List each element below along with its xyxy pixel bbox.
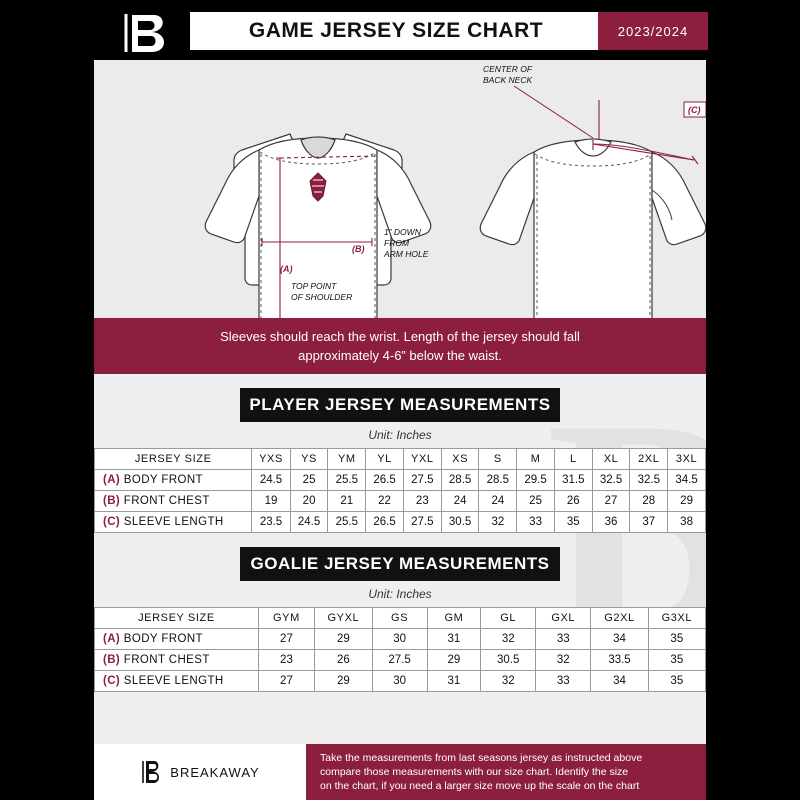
player-size-6: S bbox=[479, 449, 517, 470]
table-row bbox=[95, 629, 706, 650]
cell: 27 bbox=[258, 671, 314, 692]
player-size-7: M bbox=[517, 449, 555, 470]
cell: 30 bbox=[372, 671, 427, 692]
player-size-4: YXL bbox=[403, 449, 441, 470]
cell: 31.5 bbox=[554, 470, 592, 491]
player-size-10: 2XL bbox=[630, 449, 668, 470]
cell: 21 bbox=[328, 491, 366, 512]
cell: 25 bbox=[290, 470, 328, 491]
svg-text:(C): (C) bbox=[688, 105, 701, 115]
svg-text:(B): (B) bbox=[352, 244, 365, 254]
player-row-2-tag: (C) bbox=[103, 516, 121, 528]
cell: 35 bbox=[648, 671, 705, 692]
goalie-size-5: GXL bbox=[536, 608, 591, 629]
svg-text:OF SHOULDER: OF SHOULDER bbox=[291, 292, 353, 302]
svg-text:TOP POINT: TOP POINT bbox=[291, 281, 337, 291]
cell: 32 bbox=[479, 512, 517, 533]
cell: 26 bbox=[554, 491, 592, 512]
jersey-illustration bbox=[94, 60, 706, 318]
fit-note bbox=[94, 318, 706, 374]
footer-line-1: Take the measurements from last seasons jersey as instructed above bbox=[320, 752, 643, 764]
footer-line-2: compare those measurements with our size chart. Identify the size bbox=[320, 766, 629, 778]
cell: 30 bbox=[372, 629, 427, 650]
cell: 31 bbox=[427, 629, 481, 650]
cell: 33 bbox=[536, 671, 591, 692]
breakaway-b-logo-icon bbox=[118, 10, 178, 56]
cell: 25.5 bbox=[328, 470, 366, 491]
player-size-11: 3XL bbox=[668, 449, 706, 470]
goalie-row-2-tag: (C) bbox=[103, 675, 121, 687]
goalie-row-0-name: BODY FRONT bbox=[123, 633, 203, 645]
table-row bbox=[95, 671, 706, 692]
cell: 32.5 bbox=[592, 470, 630, 491]
table-header-row bbox=[95, 608, 706, 629]
right-black-margin bbox=[706, 0, 800, 800]
svg-text:CENTER OF: CENTER OF bbox=[483, 64, 533, 74]
fit-note-line-1: Sleeves should reach the wrist. Length of the jersey should fall bbox=[220, 329, 580, 344]
cell: 38 bbox=[668, 512, 706, 533]
goalie-table-title bbox=[240, 547, 560, 581]
cell: 27.5 bbox=[403, 470, 441, 491]
goalie-table-unit: Unit: Inches bbox=[368, 587, 432, 601]
player-size-8: L bbox=[554, 449, 592, 470]
cell: 24.5 bbox=[252, 470, 290, 491]
cell: 27.5 bbox=[403, 512, 441, 533]
goalie-size-3: GM bbox=[427, 608, 481, 629]
goalie-table-title-text: GOALIE JERSEY MEASUREMENTS bbox=[250, 554, 550, 573]
player-row-0-label bbox=[95, 470, 252, 491]
player-row-2-name: SLEEVE LENGTH bbox=[123, 516, 224, 528]
table-row bbox=[95, 512, 706, 533]
footer-instructions bbox=[306, 744, 706, 800]
goalie-row-1-label bbox=[95, 650, 259, 671]
cell: 25 bbox=[517, 491, 555, 512]
cell: 34 bbox=[591, 629, 648, 650]
cell: 33 bbox=[536, 629, 591, 650]
table-header-row bbox=[95, 449, 706, 470]
svg-text:1” DOWN: 1” DOWN bbox=[384, 227, 421, 237]
player-size-label: JERSEY SIZE bbox=[95, 449, 252, 470]
cell: 34 bbox=[591, 671, 648, 692]
cell: 33 bbox=[517, 512, 555, 533]
page-title-text: GAME JERSEY SIZE CHART bbox=[248, 19, 544, 42]
player-row-1-name: FRONT CHEST bbox=[123, 495, 210, 507]
goalie-row-0-label bbox=[95, 629, 259, 650]
player-row-1-tag: (B) bbox=[103, 495, 121, 507]
cell: 22 bbox=[366, 491, 404, 512]
cell: 29.5 bbox=[517, 470, 555, 491]
goalie-row-1-name: FRONT CHEST bbox=[123, 654, 210, 666]
goalie-size-7: G3XL bbox=[648, 608, 705, 629]
svg-text:BACK NECK: BACK NECK bbox=[483, 75, 533, 85]
cell: 24.5 bbox=[290, 512, 328, 533]
cell: 29 bbox=[315, 671, 373, 692]
cell: 27 bbox=[258, 629, 314, 650]
cell: 32 bbox=[481, 629, 536, 650]
cell: 36 bbox=[592, 512, 630, 533]
footer-brand bbox=[94, 744, 306, 800]
season-badge-text: 2023/2024 bbox=[617, 23, 689, 39]
footer-line-3: on the chart, if you need a larger size move up the scale on the chart bbox=[320, 780, 640, 792]
goalie-size-0: GYM bbox=[258, 608, 314, 629]
goalie-size-2: GS bbox=[372, 608, 427, 629]
cell: 32 bbox=[536, 650, 591, 671]
cell: 32.5 bbox=[630, 470, 668, 491]
goalie-size-6: G2XL bbox=[591, 608, 648, 629]
cell: 29 bbox=[315, 629, 373, 650]
cell: 27.5 bbox=[372, 650, 427, 671]
cell: 24 bbox=[441, 491, 479, 512]
cell: 28 bbox=[630, 491, 668, 512]
page-title bbox=[190, 12, 602, 50]
cell: 28.5 bbox=[441, 470, 479, 491]
player-measurements-table bbox=[94, 448, 706, 533]
page-footer bbox=[94, 744, 706, 800]
goalie-row-2-label bbox=[95, 671, 259, 692]
svg-text:FROM: FROM bbox=[384, 238, 410, 248]
table-row bbox=[95, 470, 706, 491]
cell: 26.5 bbox=[366, 512, 404, 533]
fit-note-line-2: approximately 4-6” below the waist. bbox=[298, 348, 502, 363]
player-size-1: YS bbox=[290, 449, 328, 470]
player-row-0-name: BODY FRONT bbox=[123, 474, 203, 486]
player-size-2: YM bbox=[328, 449, 366, 470]
cell: 29 bbox=[427, 650, 481, 671]
cell: 24 bbox=[479, 491, 517, 512]
cell: 35 bbox=[648, 650, 705, 671]
left-black-margin bbox=[0, 0, 94, 800]
svg-text:ARM HOLE: ARM HOLE bbox=[384, 249, 429, 259]
goalie-row-2-name: SLEEVE LENGTH bbox=[123, 675, 224, 687]
player-table-title-text: PLAYER JERSEY MEASUREMENTS bbox=[249, 395, 551, 414]
goalie-size-1: GYXL bbox=[315, 608, 373, 629]
svg-text:(A): (A) bbox=[280, 264, 293, 274]
footer-brand-name: BREAKAWAY bbox=[170, 764, 260, 780]
player-row-0-tag: (A) bbox=[103, 474, 121, 486]
cell: 23 bbox=[258, 650, 314, 671]
cell: 23.5 bbox=[252, 512, 290, 533]
cell: 35 bbox=[554, 512, 592, 533]
cell: 33.5 bbox=[591, 650, 648, 671]
player-size-5: XS bbox=[441, 449, 479, 470]
cell: 20 bbox=[290, 491, 328, 512]
cell: 29 bbox=[668, 491, 706, 512]
player-table-title bbox=[240, 388, 560, 422]
cell: 34.5 bbox=[668, 470, 706, 491]
goalie-size-4: GL bbox=[481, 608, 536, 629]
table-row bbox=[95, 491, 706, 512]
cell: 37 bbox=[630, 512, 668, 533]
cell: 32 bbox=[481, 671, 536, 692]
player-size-9: XL bbox=[592, 449, 630, 470]
breakaway-b-mark-icon bbox=[140, 759, 162, 785]
table-row bbox=[95, 650, 706, 671]
cell: 30.5 bbox=[481, 650, 536, 671]
cell: 23 bbox=[403, 491, 441, 512]
cell: 30.5 bbox=[441, 512, 479, 533]
season-badge bbox=[598, 12, 708, 50]
measurements-body bbox=[94, 374, 706, 744]
cell: 26 bbox=[315, 650, 373, 671]
cell: 31 bbox=[427, 671, 481, 692]
page-header bbox=[0, 0, 800, 60]
cell: 26.5 bbox=[366, 470, 404, 491]
cell: 25.5 bbox=[328, 512, 366, 533]
goalie-measurements-table bbox=[94, 607, 706, 692]
cell: 35 bbox=[648, 629, 705, 650]
player-size-0: YXS bbox=[252, 449, 290, 470]
player-row-1-label bbox=[95, 491, 252, 512]
goalie-size-label: JERSEY SIZE bbox=[95, 608, 259, 629]
goalie-row-1-tag: (B) bbox=[103, 654, 121, 666]
goalie-row-0-tag: (A) bbox=[103, 633, 121, 645]
cell: 19 bbox=[252, 491, 290, 512]
player-row-2-label bbox=[95, 512, 252, 533]
player-size-3: YL bbox=[366, 449, 404, 470]
cell: 27 bbox=[592, 491, 630, 512]
player-table-unit: Unit: Inches bbox=[368, 428, 432, 442]
cell: 28.5 bbox=[479, 470, 517, 491]
